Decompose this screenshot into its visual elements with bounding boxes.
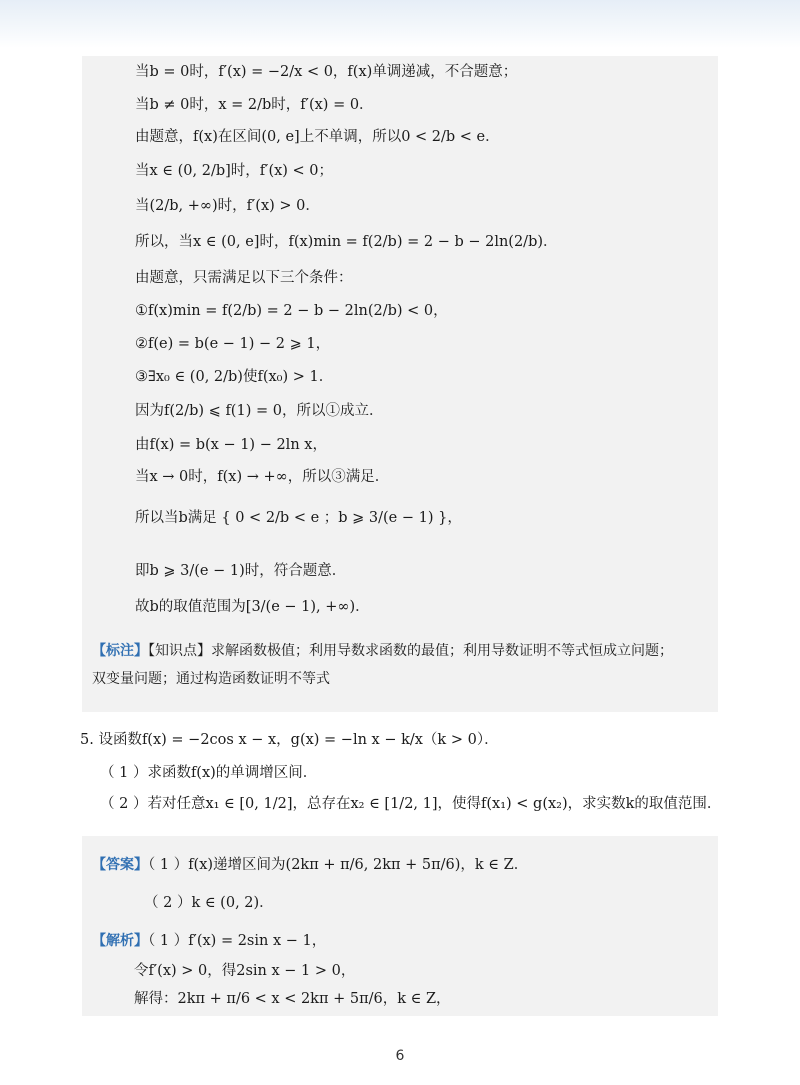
solution-line-16: 故b的取值范围为[3/(e − 1), +∞)． — [135, 599, 370, 615]
solution-line-6: 所以，当x ∈ (0, e]时，f(x)min = f(2/b) = 2 − b − 2ln(2/b)． — [135, 234, 558, 250]
solution-line-5: 当(2/b, +∞)时，f′(x) > 0． — [135, 198, 320, 214]
answer-line-1 — [92, 854, 528, 876]
solution-line-9: ②f(e) = b(e − 1) − 2 ⩾ 1， — [135, 336, 331, 352]
page-number: 6 — [395, 1048, 405, 1064]
answer-text-1: （ 1 ）f(x)递增区间为(2kπ + π/6, 2kπ + 5π/6)，k ∈ Z． — [148, 857, 529, 873]
solution-line-4: 当x ∈ (0, 2/b]时，f′(x) < 0； — [135, 163, 334, 179]
solution-line-14: 所以当b满足 { 0 < 2/b < e ；b ⩾ 3/(e − 1) }， — [135, 510, 462, 526]
solution-line-2: 当b ≠ 0时，x = 2/b时，f′(x) = 0． — [135, 97, 374, 113]
solution-line-7: 由题意，只需满足以下三个条件： — [135, 270, 353, 286]
solution-line-11: 因为f(2/b) ⩽ f(1) = 0，所以①成立． — [135, 403, 384, 419]
analysis-line-2: 令f′(x) > 0，得2sin x − 1 > 0， — [134, 963, 356, 979]
note-text-1: 【知识点】求解函数极值；利用导数求函数的最值；利用导数证明不等式恒成立问题； — [148, 643, 673, 659]
problem-5-part-2: （ 2 ）若对任意x₁ ∈ [0, 1/2]，总存在x₂ ∈ [1/2, 1]，使得f(x₁) < g(x₂)，求实数k的取值范围． — [100, 796, 722, 812]
analysis-line-1 — [92, 930, 326, 952]
solution-line-8: ①f(x)min = f(2/b) = 2 − b − 2ln(2/b) < 0， — [135, 303, 448, 319]
answer-line-2: （ 2 ）k ∈ (0, 2)． — [144, 895, 274, 911]
solution-line-3: 由题意，f(x)在区间(0, e]上不单调，所以0 < 2/b < e． — [135, 129, 500, 145]
header-band — [0, 0, 800, 48]
analysis-tag: 【解析】 — [92, 933, 148, 949]
problem-5-stem: 5. 设函数f(x) = −2cos x − x，g(x) = −ln x − k/x（k > 0）． — [80, 732, 499, 748]
problem-5-part-1: （ 1 ）求函数f(x)的单调增区间． — [100, 765, 318, 781]
note-line-2: 双变量问题；通过构造函数证明不等式 — [92, 671, 330, 687]
note-tag: 【标注】 — [92, 643, 148, 659]
solution-line-13: 当x → 0时，f(x) → +∞，所以③满足． — [135, 469, 390, 485]
solution-line-15: 即b ⩾ 3/(e − 1)时，符合题意． — [135, 563, 347, 579]
solution-box — [82, 56, 718, 712]
solution-line-1: 当b = 0时，f′(x) = −2/x < 0，f(x)单调递减，不合题意； — [135, 64, 518, 80]
answer-tag: 【答案】 — [92, 857, 148, 873]
note-line-1 — [92, 640, 673, 662]
solution-line-10: ③∃x₀ ∈ (0, 2/b)使f(x₀) > 1． — [135, 369, 334, 385]
answer-box — [82, 836, 718, 1016]
analysis-line-3: 解得：2kπ + π/6 < x < 2kπ + 5π/6，k ∈ Z， — [134, 991, 451, 1007]
analysis-text-1: （ 1 ）f′(x) = 2sin x − 1， — [148, 933, 327, 949]
solution-line-12: 由f(x) = b(x − 1) − 2ln x， — [135, 437, 327, 453]
